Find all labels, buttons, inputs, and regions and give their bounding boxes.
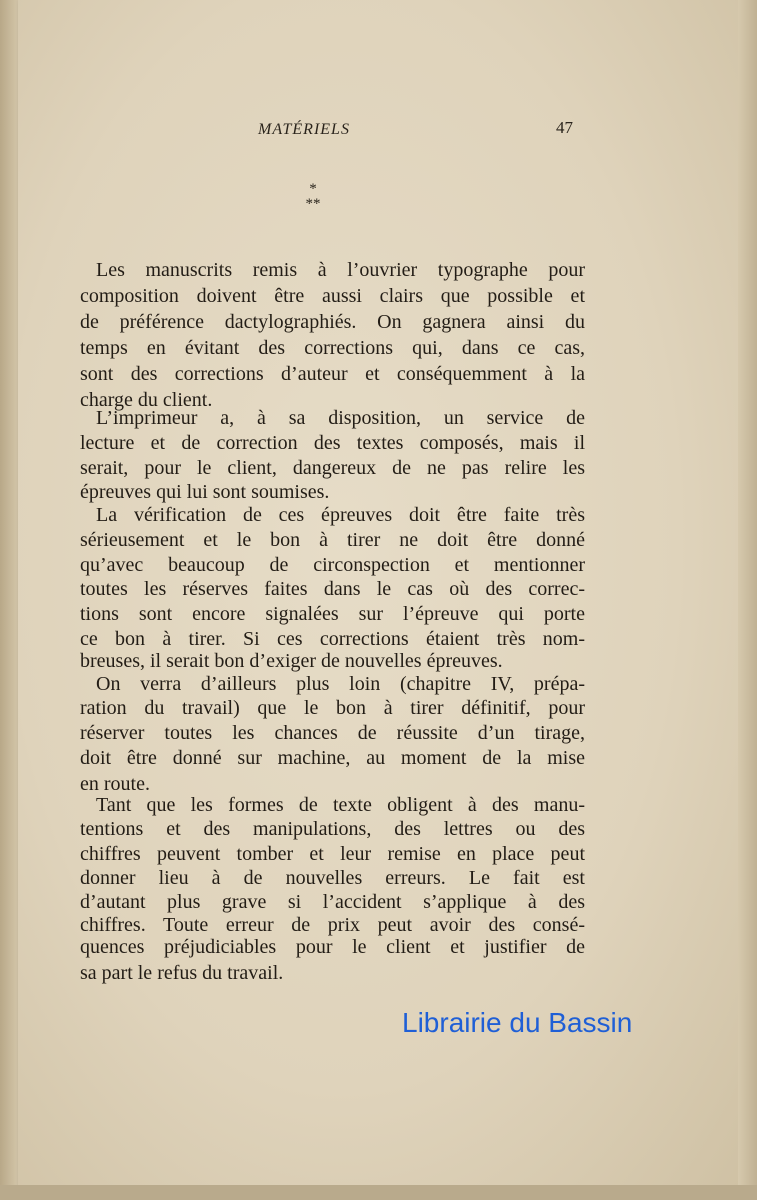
text-line: réserver toutes les chances de réussite d’un tirage, (80, 722, 585, 744)
paragraph-first-line: On verra d’ailleurs plus loin (chapitre IV, prépa- (96, 673, 585, 695)
text-line: serait, pour le client, dangereux de ne pas relire les (80, 457, 585, 479)
text-line: lecture et de correction des textes composés, mais il (80, 432, 585, 454)
text-line: épreuves qui lui sont soumises. (80, 481, 330, 503)
paragraph-first-line: La vérification de ces épreuves doit être faite très (96, 504, 585, 526)
text-line: quences préjudiciables pour le client et justifier de (80, 936, 585, 958)
text-line: doit être donné sur machine, au moment de la mise (80, 747, 585, 769)
text-line: ce bon à tirer. Si ces corrections étaient très nom- (80, 628, 585, 650)
text-line: en route. (80, 773, 150, 795)
text-line: tions sont encore signalées sur l’épreuve qui porte (80, 603, 585, 625)
text-line: ration du travail) que le bon à tirer définitif, pour (80, 697, 585, 719)
text-line: chiffres peuvent tomber et leur remise en place peut (80, 843, 585, 865)
page-number: 47 (556, 118, 573, 137)
text-line: sa part le refus du travail. (80, 962, 284, 984)
text-line: qu’avec beaucoup de circonspection et mentionner (80, 554, 585, 576)
text-line: d’autant plus grave si l’accident s’applique à des (80, 891, 585, 913)
asterism-bottom: ** (305, 196, 321, 212)
book-bottom-edge (0, 1185, 757, 1200)
page-edges (738, 0, 757, 1200)
text-line: charge du client. (80, 389, 213, 411)
running-title: MATÉRIELS (258, 121, 350, 138)
text-line: tentions et des manipulations, des lettres ou des (80, 818, 585, 840)
paragraph-first-line: L’imprimeur a, à sa disposition, un service de (96, 407, 585, 429)
asterism (298, 182, 328, 212)
text-line: sérieusement et le bon à tirer ne doit être donné (80, 529, 585, 551)
text-line: toutes les réserves faites dans le cas où des correc- (80, 578, 585, 600)
text-line: temps en évitant des corrections qui, dans ce cas, (80, 337, 585, 359)
paragraph-first-line: Tant que les formes de texte obligent à des manu- (96, 794, 585, 816)
watermark: Librairie du Bassin (402, 1007, 633, 1038)
text-line: donner lieu à de nouvelles erreurs. Le fait est (80, 867, 585, 889)
text-line: sont des corrections d’auteur et conséquemment à la (80, 363, 585, 385)
text-line: de préférence dactylographiés. On gagnera ainsi du (80, 311, 585, 333)
text-line: chiffres. Toute erreur de prix peut avoir des consé- (80, 914, 585, 936)
asterism-top: * (309, 181, 317, 197)
paragraph-first-line: Les manuscrits remis à l’ouvrier typographe pour (96, 259, 585, 281)
text-line: breuses, il serait bon d’exiger de nouvelles épreuves. (80, 650, 503, 672)
text-line: composition doivent être aussi clairs que possible et (80, 285, 585, 307)
